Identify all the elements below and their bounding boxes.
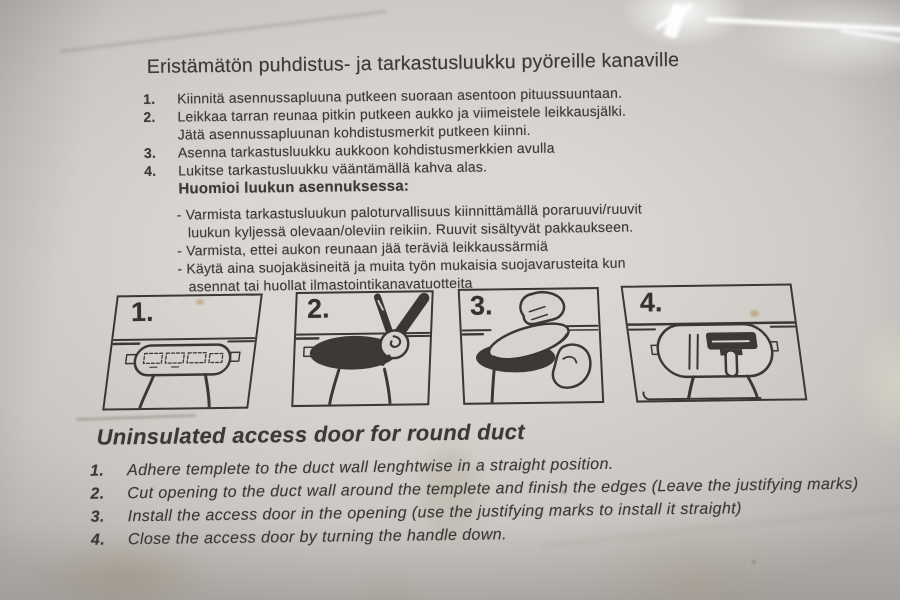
step-number: 4. [144,162,157,179]
panel-number: 1. [130,296,154,328]
step-number: 1. [89,462,105,480]
step-number: 1. [143,90,156,107]
note-line: luukun kyljessä olevaan/oleviin reikiin. Ruuvit sisältyvät pakkaukseen. [187,218,634,241]
panel-number: 4. [639,287,663,318]
diagram-panel-3 [460,287,603,405]
step-number: 3. [143,144,157,161]
template-on-duct-illustration [104,295,260,408]
note-line: - Varmista, ettei aukon reunaan jää teräviä leikkaussärmiä [177,237,549,259]
english-step-list [90,450,859,552]
panel-number: 3. [469,290,493,321]
step-text: Asenna tarkastusluukku aukkoon kohdistusmerkkien avulla [177,139,555,161]
note-line: asennat tai huollat ilmastointikanavatuotteita [188,274,473,295]
diagram-panel-4 [628,283,801,402]
finnish-note-heading: Huomioi luukun asennuksessa: [178,177,410,198]
finnish-step-list [143,84,627,180]
step-number: 2. [90,485,105,503]
step-number: 2. [143,108,156,125]
note-line: - Varmista tarkastusluukun paloturvallisuus kiinnittämällä poraruuvi/ruuvit [176,200,643,223]
step-text: Kiinnitä asennussapluuna putkeen suoraan asentoon pituussuuntaan. [177,84,623,107]
step-number: 3. [90,508,105,526]
english-title: Uninsulated access door for round duct [96,419,525,450]
step-text: Close the access door by turning the handle down. [127,526,507,549]
diagram-panel-2 [293,290,432,407]
step-text: Install the access door in the opening (use the justifying marks to install it straight) [127,500,742,526]
step-text: Adhere templete to the duct wall lenghtwise in a straight position. [126,455,614,480]
step-text: Lukitse tarkastusluukku vääntämällä kahva alas. [178,158,488,179]
note-line: - Käytä aina suojakäsineitä ja muita työn mukaisia suojavarusteita kun [177,254,626,277]
step-text: Leikkaa tarran reunaa pitkin putkeen aukko ja viimeistele leikkausjälki. [177,102,627,125]
step-text: Cut opening to the duct wall around the templete and finish the edges (Leave the justifying marks) [127,475,859,503]
finnish-title: Eristämätön puhdistus- ja tarkastusluukku pyöreille kanaville [146,48,680,78]
finnish-note-list [177,199,643,295]
panel-number: 2. [306,293,330,324]
diagram-panel-1 [109,294,256,411]
step-text: Jätä asennussapluunan kohdistusmerkit putkeen kiinni. [177,121,531,143]
panel-1-frame [102,293,263,410]
step-number: 4. [90,531,106,549]
